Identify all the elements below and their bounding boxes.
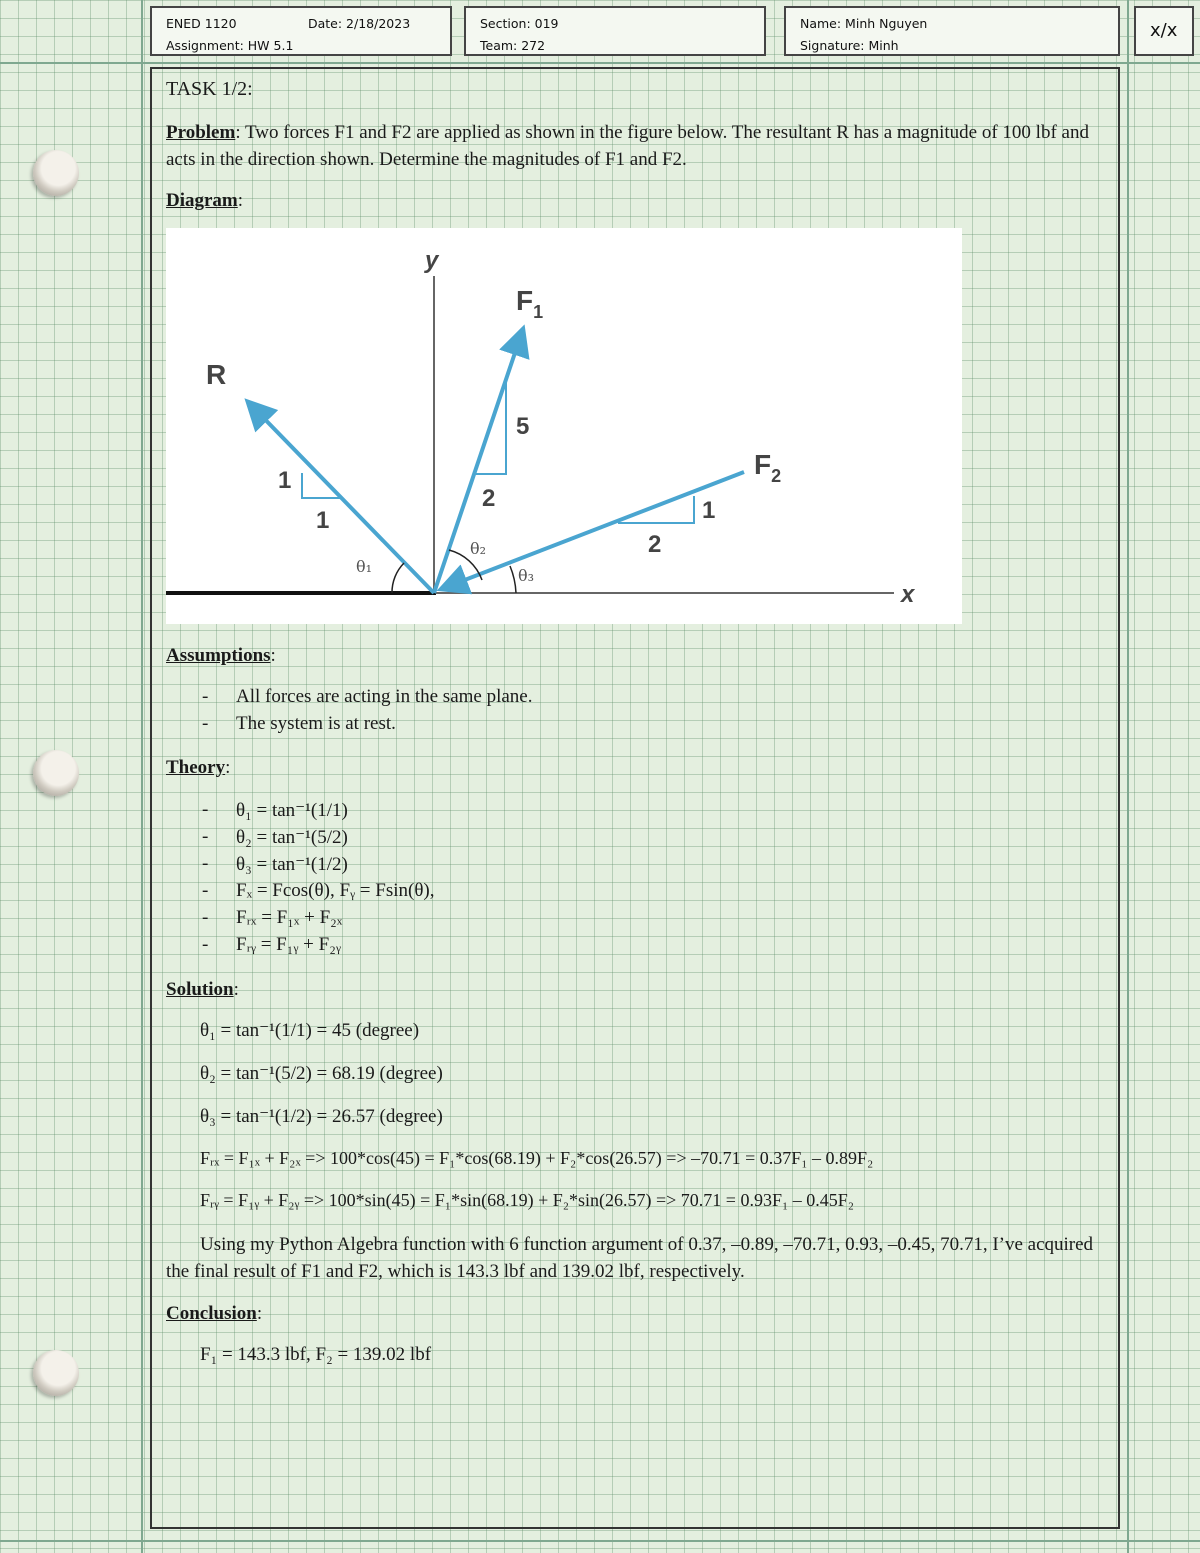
y-axis-label: y	[425, 247, 439, 274]
date-field: Date: 2/18/2023	[308, 16, 411, 31]
F1-run-label: 2	[482, 485, 496, 512]
problem-statement	[166, 119, 1101, 173]
diagram-section: Diagram:	[166, 190, 244, 211]
theory-heading: Theory	[166, 757, 226, 778]
header-name-box	[784, 6, 1120, 56]
theta3-arc	[510, 566, 516, 593]
problem-heading: Problem	[166, 122, 236, 143]
theta2-label: θ₂	[470, 539, 487, 558]
F2-label: $F_2$	[754, 449, 782, 486]
header-rule-line	[0, 62, 1200, 64]
binder-hole-middle	[33, 750, 79, 796]
resultant-R-arrow	[250, 404, 434, 593]
force-diagram	[166, 228, 962, 624]
conclusion-section: Conclusion:	[166, 1303, 263, 1324]
binder-hole-top	[33, 150, 79, 196]
right-margin-line	[1127, 0, 1129, 1553]
page-number-box	[1134, 6, 1194, 56]
conclusion-heading: Conclusion	[166, 1303, 257, 1324]
signature-field: Signature: Minh	[800, 38, 899, 53]
F2-slope-triangle	[618, 496, 694, 523]
course-code: ENED 1120	[166, 16, 237, 31]
assumptions-section: Assumptions:	[166, 645, 276, 666]
solution-paragraph: Using my Python Algebra function with 6 function argument of 0.37, –0.89, –70.71, 0.93, –0.45, 70.71, I’ve acquired the final result of F1 and F2, which is 143.3 lbf and 139.02 lbf, respectively.	[166, 1234, 1094, 1282]
F2-rise-label: 1	[702, 497, 716, 524]
F1-rise-label: 5	[516, 413, 530, 440]
name-field: Name: Minh Nguyen	[800, 16, 928, 31]
R-rise-label: 1	[278, 467, 292, 494]
section-field: Section: 019	[480, 16, 559, 31]
F1-label: $F_1$	[516, 285, 544, 322]
solution-heading: Solution	[166, 979, 234, 1000]
resultant-R-label: R	[206, 359, 227, 390]
theory-section: Theory:	[166, 757, 231, 778]
solution-line: θ₁ = tan⁻¹(1/1) = 45 (degree)	[200, 1020, 420, 1041]
task-title: TASK 1/2:	[166, 78, 253, 100]
F2-run-label: 2	[648, 531, 662, 558]
solution-section: Solution:	[166, 979, 239, 1000]
assumptions-heading: Assumptions	[166, 645, 271, 666]
solution-line: Fᵣₓ = F₁ₓ + F₂ₓ => 100*cos(45) = F₁*cos(68.19) + F₂*cos(26.57) => –70.71 = 0.37F₁ – 0.89F₂	[200, 1148, 874, 1168]
problem-text: : Two forces F1 and F2 are applied as shown in the figure below. The resultant R has a magnitude of 100 lbf and acts in the direction shown. Determine the magnitudes of F1 and F2.	[166, 122, 1089, 170]
left-margin-line	[141, 0, 143, 1553]
page-marker: x/x	[1150, 20, 1178, 41]
solution-line: Fᵣᵧ = F₁ᵧ + F₂ᵧ => 100*sin(45) = F₁*sin(68.19) + F₂*sin(26.57) => 70.71 = 0.93F₁ – 0.45F₂	[200, 1190, 855, 1210]
conclusion-text: F₁ = 143.3 lbf, F₂ = 139.02 lbf	[200, 1344, 432, 1365]
theta1-arc	[392, 563, 404, 593]
diagram-heading: Diagram	[166, 190, 238, 211]
theta1-label: θ₁	[356, 557, 373, 576]
assignment-field: Assignment: HW 5.1	[166, 38, 294, 53]
binder-hole-bottom	[33, 1350, 79, 1396]
solution-line: θ₂ = tan⁻¹(5/2) = 68.19 (degree)	[200, 1063, 443, 1084]
R-run-label: 1	[316, 507, 330, 534]
x-axis-label: x	[901, 581, 915, 608]
solution-line: θ₃ = tan⁻¹(1/2) = 26.57 (degree)	[200, 1106, 443, 1127]
team-field: Team: 272	[480, 38, 546, 53]
header-section-box	[464, 6, 766, 56]
theta3-label: θ₃	[518, 566, 535, 585]
header-course-box	[150, 6, 452, 56]
footer-rule-line	[0, 1540, 1200, 1542]
